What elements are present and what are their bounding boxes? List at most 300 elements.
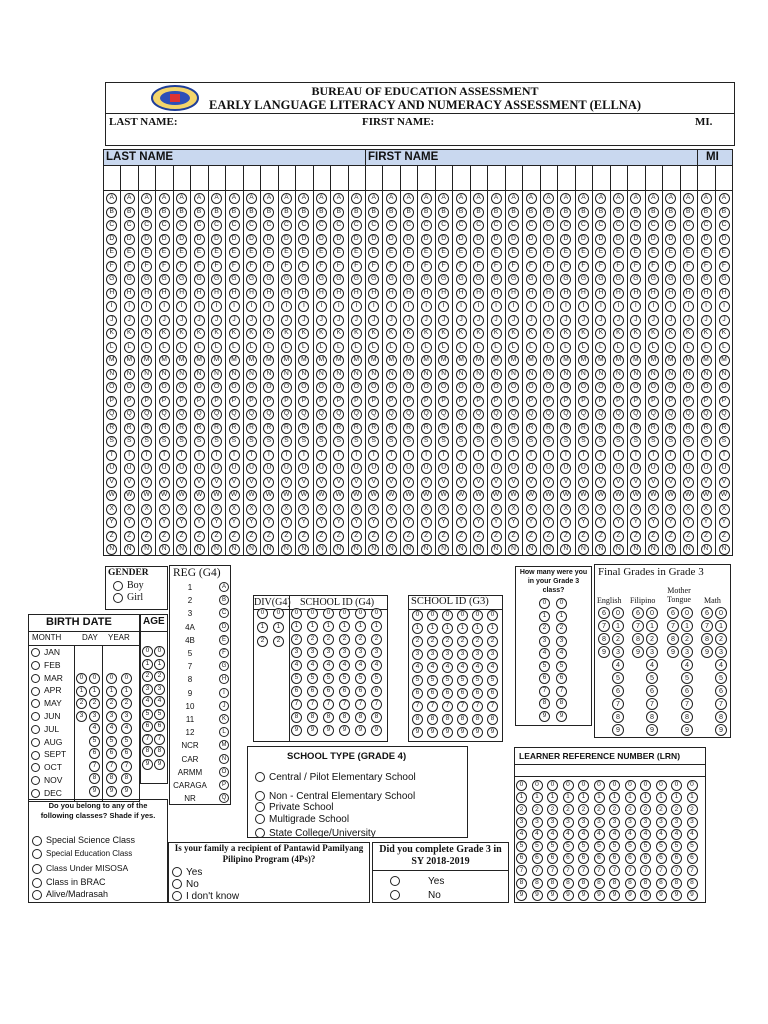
name-letter-bubble[interactable]: W xyxy=(508,490,519,501)
grade-ones-bubble[interactable]: 3 xyxy=(715,646,727,658)
birth-digit-bubble[interactable]: 2 xyxy=(76,698,87,709)
name-letter-bubble[interactable]: H xyxy=(560,288,571,299)
name-letter-bubble[interactable]: R xyxy=(386,423,397,434)
name-letter-bubble[interactable]: U xyxy=(719,463,730,474)
lrn-bubble[interactable]: 4 xyxy=(547,829,558,840)
name-letter-bubble[interactable]: F xyxy=(719,261,730,272)
school-id-g3-bubble[interactable]: 6 xyxy=(457,688,468,699)
name-letter-bubble[interactable]: C xyxy=(543,220,554,231)
lrn-bubble[interactable]: 7 xyxy=(578,865,589,876)
school-id-g3-bubble[interactable]: 3 xyxy=(487,649,498,660)
birth-digit-bubble[interactable]: 4 xyxy=(121,723,132,734)
name-letter-bubble[interactable]: N xyxy=(719,369,730,380)
name-letter-bubble[interactable]: T xyxy=(456,450,467,461)
name-letter-bubble[interactable]: N xyxy=(438,369,449,380)
birth-digit-bubble[interactable]: 5 xyxy=(121,736,132,747)
lrn-bubble[interactable]: 3 xyxy=(578,817,589,828)
name-letter-bubble[interactable]: P xyxy=(368,396,379,407)
name-letter-bubble[interactable]: W xyxy=(613,490,624,501)
grade-ones-bubble[interactable]: 7 xyxy=(715,698,727,710)
name-letter-bubble[interactable]: N xyxy=(141,369,152,380)
name-letter-bubble[interactable]: R xyxy=(316,423,327,434)
school-id-g3-bubble[interactable]: 4 xyxy=(427,662,438,673)
name-letter-bubble[interactable]: I xyxy=(298,301,309,312)
name-letter-bubble[interactable]: K xyxy=(176,328,187,339)
name-letter-bubble[interactable]: Z xyxy=(508,531,519,542)
lrn-bubble[interactable]: 5 xyxy=(547,841,558,852)
name-letter-bubble[interactable]: S xyxy=(560,436,571,447)
lrn-bubble[interactable]: 5 xyxy=(640,841,651,852)
name-letter-bubble[interactable]: X xyxy=(316,504,327,515)
lrn-bubble[interactable]: 2 xyxy=(594,804,605,815)
lrn-bubble[interactable]: 0 xyxy=(671,780,682,791)
name-letter-bubble[interactable]: Y xyxy=(665,517,676,528)
name-letter-bubble[interactable]: K xyxy=(159,328,170,339)
name-letter-bubble[interactable]: J xyxy=(648,315,659,326)
name-letter-bubble[interactable]: W xyxy=(403,490,414,501)
lrn-bubble[interactable]: 0 xyxy=(547,780,558,791)
name-letter-bubble[interactable]: A xyxy=(543,193,554,204)
lrn-bubble[interactable]: 6 xyxy=(563,853,574,864)
lrn-bubble[interactable]: 1 xyxy=(625,792,636,803)
name-letter-bubble[interactable]: X xyxy=(211,504,222,515)
lrn-bubble[interactable]: 2 xyxy=(563,804,574,815)
lrn-bubble[interactable]: 8 xyxy=(516,878,527,889)
name-letter-bubble[interactable]: Y xyxy=(719,517,730,528)
name-letter-bubble[interactable]: G xyxy=(106,274,117,285)
lrn-bubble[interactable]: 6 xyxy=(687,853,698,864)
name-letter-bubble[interactable]: K xyxy=(211,328,222,339)
grade-ones-bubble[interactable]: 9 xyxy=(715,724,727,736)
name-letter-bubble[interactable]: Z xyxy=(560,531,571,542)
name-letter-bubble[interactable]: M xyxy=(159,355,170,366)
name-letter-bubble[interactable]: V xyxy=(421,477,432,488)
name-letter-bubble[interactable]: X xyxy=(229,504,240,515)
name-letter-bubble[interactable]: P xyxy=(630,396,641,407)
month-option[interactable] xyxy=(31,673,63,683)
month-bubble[interactable] xyxy=(31,725,40,734)
name-letter-bubble[interactable]: J xyxy=(701,315,712,326)
name-letter-bubble[interactable]: G xyxy=(403,274,414,285)
lrn-bubble[interactable]: 3 xyxy=(671,817,682,828)
name-letter-bubble[interactable]: B xyxy=(719,207,730,218)
name-letter-bubble[interactable]: R xyxy=(491,423,502,434)
lrn-bubble[interactable]: 3 xyxy=(640,817,651,828)
name-letter-bubble[interactable]: O xyxy=(176,382,187,393)
name-letter-bubble[interactable]: X xyxy=(526,504,537,515)
birth-digit-bubble[interactable]: 5 xyxy=(89,736,100,747)
name-letter-bubble[interactable]: W xyxy=(648,490,659,501)
name-letter-bubble[interactable]: M xyxy=(106,355,117,366)
name-letter-bubble[interactable]: D xyxy=(421,234,432,245)
birth-digit-bubble[interactable]: 0 xyxy=(121,673,132,684)
school-id-g4-bubble[interactable]: 1 xyxy=(323,621,334,632)
name-letter-bubble[interactable]: B xyxy=(595,207,606,218)
name-letter-bubble[interactable]: O xyxy=(508,382,519,393)
name-letter-bubble[interactable]: K xyxy=(246,328,257,339)
name-letter-bubble[interactable]: Ñ xyxy=(701,544,712,555)
name-letter-bubble[interactable]: Z xyxy=(595,531,606,542)
name-letter-bubble[interactable]: F xyxy=(298,261,309,272)
name-letter-bubble[interactable]: Ñ xyxy=(246,544,257,555)
name-letter-bubble[interactable]: U xyxy=(648,463,659,474)
lrn-bubble[interactable]: 4 xyxy=(656,829,667,840)
school-id-g4-bubble[interactable]: 0 xyxy=(371,608,382,619)
school-id-g4-bubble[interactable]: 5 xyxy=(371,673,382,684)
name-letter-bubble[interactable]: Ñ xyxy=(403,544,414,555)
lrn-bubble[interactable]: 3 xyxy=(563,817,574,828)
name-letter-bubble[interactable]: U xyxy=(578,463,589,474)
school-id-g3-bubble[interactable]: 0 xyxy=(427,610,438,621)
name-letter-bubble[interactable]: B xyxy=(159,207,170,218)
name-letter-bubble[interactable]: D xyxy=(351,234,362,245)
name-letter-bubble[interactable]: V xyxy=(560,477,571,488)
name-letter-bubble[interactable]: W xyxy=(473,490,484,501)
name-letter-bubble[interactable]: E xyxy=(351,247,362,258)
school-type-private[interactable]: Private School xyxy=(255,802,333,813)
division-bubble[interactable]: 2 xyxy=(257,636,268,647)
name-letter-bubble[interactable]: C xyxy=(281,220,292,231)
school-id-g3-bubble[interactable]: 5 xyxy=(442,675,453,686)
name-letter-bubble[interactable]: E xyxy=(508,247,519,258)
name-letter-bubble[interactable]: J xyxy=(229,315,240,326)
name-letter-bubble[interactable]: J xyxy=(473,315,484,326)
name-letter-bubble[interactable]: T xyxy=(719,450,730,461)
name-letter-bubble[interactable]: Q xyxy=(508,409,519,420)
name-letter-bubble[interactable]: A xyxy=(281,193,292,204)
name-letter-bubble[interactable]: C xyxy=(683,220,694,231)
lrn-bubble[interactable]: 9 xyxy=(594,890,605,901)
month-option[interactable] xyxy=(31,660,61,670)
school-id-g3-bubble[interactable]: 5 xyxy=(427,675,438,686)
region-bubble[interactable]: H xyxy=(219,674,229,684)
name-letter-bubble[interactable]: R xyxy=(630,423,641,434)
name-letter-bubble[interactable]: P xyxy=(473,396,484,407)
birth-digit-bubble[interactable]: 5 xyxy=(106,736,117,747)
name-letter-bubble[interactable]: D xyxy=(316,234,327,245)
name-letter-bubble[interactable]: Ñ xyxy=(421,544,432,555)
name-letter-bubble[interactable]: N xyxy=(246,369,257,380)
name-letter-bubble[interactable]: H xyxy=(578,288,589,299)
lrn-bubble[interactable]: 6 xyxy=(547,853,558,864)
name-letter-bubble[interactable]: S xyxy=(613,436,624,447)
school-id-g3-bubble[interactable]: 0 xyxy=(472,610,483,621)
school-id-g4-bubble[interactable]: 3 xyxy=(323,647,334,658)
name-letter-bubble[interactable]: X xyxy=(473,504,484,515)
birth-digit-bubble[interactable]: 0 xyxy=(76,673,87,684)
name-letter-bubble[interactable]: H xyxy=(648,288,659,299)
school-id-g4-bubble[interactable]: 4 xyxy=(307,660,318,671)
name-letter-bubble[interactable]: C xyxy=(229,220,240,231)
name-letter-bubble[interactable]: W xyxy=(491,490,502,501)
name-letter-bubble[interactable]: C xyxy=(648,220,659,231)
name-letter-bubble[interactable]: O xyxy=(194,382,205,393)
birth-digit-bubble[interactable]: 6 xyxy=(106,748,117,759)
name-letter-bubble[interactable]: K xyxy=(473,328,484,339)
school-id-g3-bubble[interactable]: 7 xyxy=(442,701,453,712)
name-letter-bubble[interactable]: I xyxy=(351,301,362,312)
name-letter-bubble[interactable]: K xyxy=(578,328,589,339)
name-letter-bubble[interactable]: I xyxy=(630,301,641,312)
name-letter-bubble[interactable]: J xyxy=(333,315,344,326)
name-letter-bubble[interactable]: A xyxy=(630,193,641,204)
name-letter-bubble[interactable]: X xyxy=(560,504,571,515)
name-letter-bubble[interactable]: Y xyxy=(386,517,397,528)
name-letter-bubble[interactable]: E xyxy=(648,247,659,258)
name-letter-bubble[interactable]: T xyxy=(368,450,379,461)
name-letter-bubble[interactable]: E xyxy=(491,247,502,258)
name-letter-bubble[interactable]: J xyxy=(159,315,170,326)
name-letter-bubble[interactable]: G xyxy=(351,274,362,285)
name-letter-bubble[interactable]: A xyxy=(351,193,362,204)
name-letter-bubble[interactable]: F xyxy=(211,261,222,272)
name-letter-bubble[interactable]: A xyxy=(211,193,222,204)
lrn-bubble[interactable]: 4 xyxy=(671,829,682,840)
name-letter-bubble[interactable]: D xyxy=(263,234,274,245)
lrn-bubble[interactable]: 8 xyxy=(563,878,574,889)
name-letter-bubble[interactable]: P xyxy=(263,396,274,407)
name-letter-bubble[interactable]: V xyxy=(578,477,589,488)
grade-tens-bubble[interactable]: 7 xyxy=(701,620,713,632)
name-letter-bubble[interactable]: W xyxy=(176,490,187,501)
name-letter-bubble[interactable]: E xyxy=(176,247,187,258)
name-letter-bubble[interactable]: H xyxy=(229,288,240,299)
name-letter-bubble[interactable]: R xyxy=(508,423,519,434)
grade-ones-bubble[interactable]: 1 xyxy=(612,620,624,632)
name-letter-bubble[interactable]: I xyxy=(473,301,484,312)
name-letter-bubble[interactable]: Q xyxy=(316,409,327,420)
name-letter-bubble[interactable]: Ñ xyxy=(578,544,589,555)
name-letter-bubble[interactable]: C xyxy=(456,220,467,231)
region-bubble[interactable]: K xyxy=(219,714,229,724)
name-letter-bubble[interactable]: L xyxy=(281,342,292,353)
name-letter-bubble[interactable]: I xyxy=(281,301,292,312)
name-letter-bubble[interactable]: K xyxy=(648,328,659,339)
name-letter-bubble[interactable]: B xyxy=(421,207,432,218)
name-letter-bubble[interactable]: I xyxy=(456,301,467,312)
name-letter-bubble[interactable]: Q xyxy=(351,409,362,420)
lrn-bubble[interactable]: 8 xyxy=(656,878,667,889)
name-letter-bubble[interactable]: Q xyxy=(229,409,240,420)
name-letter-bubble[interactable]: S xyxy=(246,436,257,447)
school-id-g4-bubble[interactable]: 6 xyxy=(291,686,302,697)
name-letter-bubble[interactable]: R xyxy=(194,423,205,434)
school-id-g4-bubble[interactable]: 1 xyxy=(371,621,382,632)
name-letter-bubble[interactable]: F xyxy=(630,261,641,272)
birth-digit-bubble[interactable]: 3 xyxy=(106,711,117,722)
school-id-g4-bubble[interactable]: 2 xyxy=(291,634,302,645)
name-letter-bubble[interactable]: G xyxy=(421,274,432,285)
name-letter-bubble[interactable]: R xyxy=(211,423,222,434)
name-letter-bubble[interactable]: O xyxy=(665,382,676,393)
age-bubble[interactable]: 2 xyxy=(142,671,153,682)
gender-boy[interactable]: Boy xyxy=(113,580,144,591)
name-letter-bubble[interactable]: F xyxy=(159,261,170,272)
name-letter-bubble[interactable]: P xyxy=(386,396,397,407)
name-letter-bubble[interactable]: K xyxy=(508,328,519,339)
name-letter-bubble[interactable]: E xyxy=(630,247,641,258)
lrn-bubble[interactable]: 7 xyxy=(516,865,527,876)
name-letter-bubble[interactable]: B xyxy=(141,207,152,218)
name-letter-bubble[interactable]: C xyxy=(141,220,152,231)
grade-ones-bubble[interactable]: 3 xyxy=(646,646,658,658)
name-letter-bubble[interactable]: S xyxy=(211,436,222,447)
lrn-bubble[interactable]: 2 xyxy=(516,804,527,815)
name-letter-bubble[interactable]: F xyxy=(526,261,537,272)
name-letter-bubble[interactable]: J xyxy=(351,315,362,326)
name-letter-bubble[interactable]: M xyxy=(263,355,274,366)
name-letter-bubble[interactable]: P xyxy=(246,396,257,407)
name-letter-bubble[interactable]: X xyxy=(141,504,152,515)
name-letter-bubble[interactable]: R xyxy=(281,423,292,434)
name-letter-bubble[interactable]: J xyxy=(298,315,309,326)
lrn-bubble[interactable]: 5 xyxy=(532,841,543,852)
name-letter-bubble[interactable]: G xyxy=(508,274,519,285)
name-letter-bubble[interactable]: F xyxy=(246,261,257,272)
name-letter-bubble[interactable]: T xyxy=(351,450,362,461)
class-size-bubble[interactable]: 1 xyxy=(556,611,567,622)
name-letter-bubble[interactable]: O xyxy=(491,382,502,393)
month-bubble[interactable] xyxy=(31,789,40,798)
name-letter-bubble[interactable]: Ñ xyxy=(595,544,606,555)
name-letter-bubble[interactable]: P xyxy=(281,396,292,407)
name-letter-bubble[interactable]: U xyxy=(508,463,519,474)
name-letter-bubble[interactable]: F xyxy=(229,261,240,272)
grade-ones-bubble[interactable]: 0 xyxy=(681,607,693,619)
name-letter-bubble[interactable]: S xyxy=(456,436,467,447)
name-letter-bubble[interactable]: G xyxy=(229,274,240,285)
name-letter-bubble[interactable]: R xyxy=(368,423,379,434)
name-letter-bubble[interactable]: M xyxy=(298,355,309,366)
name-letter-bubble[interactable]: S xyxy=(106,436,117,447)
birth-digit-bubble[interactable]: 1 xyxy=(106,686,117,697)
name-letter-bubble[interactable]: I xyxy=(176,301,187,312)
name-letter-bubble[interactable]: P xyxy=(403,396,414,407)
name-letter-bubble[interactable]: J xyxy=(683,315,694,326)
name-letter-bubble[interactable]: F xyxy=(456,261,467,272)
name-letter-bubble[interactable]: D xyxy=(683,234,694,245)
school-id-g3-bubble[interactable]: 0 xyxy=(487,610,498,621)
name-letter-bubble[interactable]: K xyxy=(281,328,292,339)
name-letter-bubble[interactable]: Z xyxy=(403,531,414,542)
name-letter-bubble[interactable]: I xyxy=(526,301,537,312)
name-letter-bubble[interactable]: J xyxy=(665,315,676,326)
name-letter-bubble[interactable]: C xyxy=(560,220,571,231)
lrn-bubble[interactable]: 6 xyxy=(671,853,682,864)
name-letter-bubble[interactable]: H xyxy=(351,288,362,299)
name-letter-bubble[interactable]: H xyxy=(246,288,257,299)
grade-ones-bubble[interactable]: 1 xyxy=(646,620,658,632)
name-letter-bubble[interactable]: W xyxy=(298,490,309,501)
name-letter-bubble[interactable]: H xyxy=(368,288,379,299)
school-id-g3-bubble[interactable]: 1 xyxy=(487,623,498,634)
name-letter-bubble[interactable]: F xyxy=(403,261,414,272)
school-id-g3-bubble[interactable]: 7 xyxy=(427,701,438,712)
name-letter-bubble[interactable]: U xyxy=(194,463,205,474)
name-letter-bubble[interactable]: T xyxy=(438,450,449,461)
school-type-multigrade[interactable]: Multigrade School xyxy=(255,814,349,825)
age-bubble[interactable]: 8 xyxy=(154,746,165,757)
name-letter-bubble[interactable]: S xyxy=(595,436,606,447)
lrn-bubble[interactable]: 4 xyxy=(516,829,527,840)
school-id-g4-bubble[interactable]: 6 xyxy=(371,686,382,697)
school-id-g3-bubble[interactable]: 9 xyxy=(487,727,498,738)
lrn-bubble[interactable]: 1 xyxy=(671,792,682,803)
grade3-no[interactable]: No xyxy=(390,890,441,901)
name-letter-bubble[interactable]: J xyxy=(595,315,606,326)
name-letter-bubble[interactable]: O xyxy=(595,382,606,393)
name-letter-bubble[interactable]: T xyxy=(386,450,397,461)
name-letter-bubble[interactable]: U xyxy=(263,463,274,474)
name-letter-bubble[interactable]: Ñ xyxy=(263,544,274,555)
lrn-bubble[interactable]: 6 xyxy=(532,853,543,864)
name-letter-bubble[interactable]: R xyxy=(176,423,187,434)
month-option[interactable] xyxy=(31,762,62,772)
name-letter-bubble[interactable]: O xyxy=(473,382,484,393)
school-id-g4-bubble[interactable]: 3 xyxy=(307,647,318,658)
lrn-bubble[interactable]: 8 xyxy=(532,878,543,889)
name-letter-bubble[interactable]: Ñ xyxy=(648,544,659,555)
age-bubble[interactable]: 6 xyxy=(154,721,165,732)
name-letter-bubble[interactable]: O xyxy=(263,382,274,393)
birth-digit-bubble[interactable]: 2 xyxy=(89,698,100,709)
name-letter-bubble[interactable]: E xyxy=(665,247,676,258)
name-letter-bubble[interactable]: H xyxy=(456,288,467,299)
name-letter-bubble[interactable]: F xyxy=(106,261,117,272)
lrn-bubble[interactable]: 3 xyxy=(687,817,698,828)
class-size-bubble[interactable]: 5 xyxy=(556,661,567,672)
school-id-g4-bubble[interactable]: 5 xyxy=(355,673,366,684)
name-letter-bubble[interactable]: U xyxy=(438,463,449,474)
region-bubble[interactable]: J xyxy=(219,701,229,711)
name-letter-bubble[interactable]: M xyxy=(124,355,135,366)
name-letter-bubble[interactable]: G xyxy=(438,274,449,285)
grade-ones-bubble[interactable]: 7 xyxy=(681,698,693,710)
name-letter-bubble[interactable]: Y xyxy=(246,517,257,528)
name-letter-bubble[interactable]: A xyxy=(508,193,519,204)
name-letter-bubble[interactable]: C xyxy=(124,220,135,231)
name-letter-bubble[interactable]: E xyxy=(246,247,257,258)
name-letter-bubble[interactable]: B xyxy=(630,207,641,218)
name-letter-bubble[interactable]: R xyxy=(701,423,712,434)
name-letter-bubble[interactable]: M xyxy=(719,355,730,366)
school-id-g3-bubble[interactable]: 1 xyxy=(427,623,438,634)
region-bubble[interactable]: L xyxy=(219,727,229,737)
name-letter-bubble[interactable]: G xyxy=(526,274,537,285)
birth-digit-bubble[interactable]: 3 xyxy=(121,711,132,722)
name-letter-bubble[interactable]: J xyxy=(613,315,624,326)
name-letter-bubble[interactable]: O xyxy=(106,382,117,393)
name-letter-bubble[interactable]: Q xyxy=(298,409,309,420)
grade-ones-bubble[interactable]: 2 xyxy=(715,633,727,645)
school-id-g4-bubble[interactable]: 6 xyxy=(339,686,350,697)
school-id-g3-bubble[interactable]: 5 xyxy=(412,675,423,686)
name-letter-bubble[interactable]: P xyxy=(333,396,344,407)
name-letter-bubble[interactable]: Q xyxy=(473,409,484,420)
name-letter-bubble[interactable]: R xyxy=(421,423,432,434)
name-letter-bubble[interactable]: E xyxy=(229,247,240,258)
name-letter-bubble[interactable]: W xyxy=(578,490,589,501)
lrn-bubble[interactable]: 8 xyxy=(625,878,636,889)
name-letter-bubble[interactable]: C xyxy=(438,220,449,231)
name-letter-bubble[interactable]: G xyxy=(648,274,659,285)
lrn-bubble[interactable]: 5 xyxy=(609,841,620,852)
grade-ones-bubble[interactable]: 8 xyxy=(646,711,658,723)
lrn-bubble[interactable]: 8 xyxy=(594,878,605,889)
name-letter-bubble[interactable]: Q xyxy=(333,409,344,420)
name-letter-bubble[interactable]: J xyxy=(491,315,502,326)
school-id-g3-bubble[interactable]: 0 xyxy=(442,610,453,621)
